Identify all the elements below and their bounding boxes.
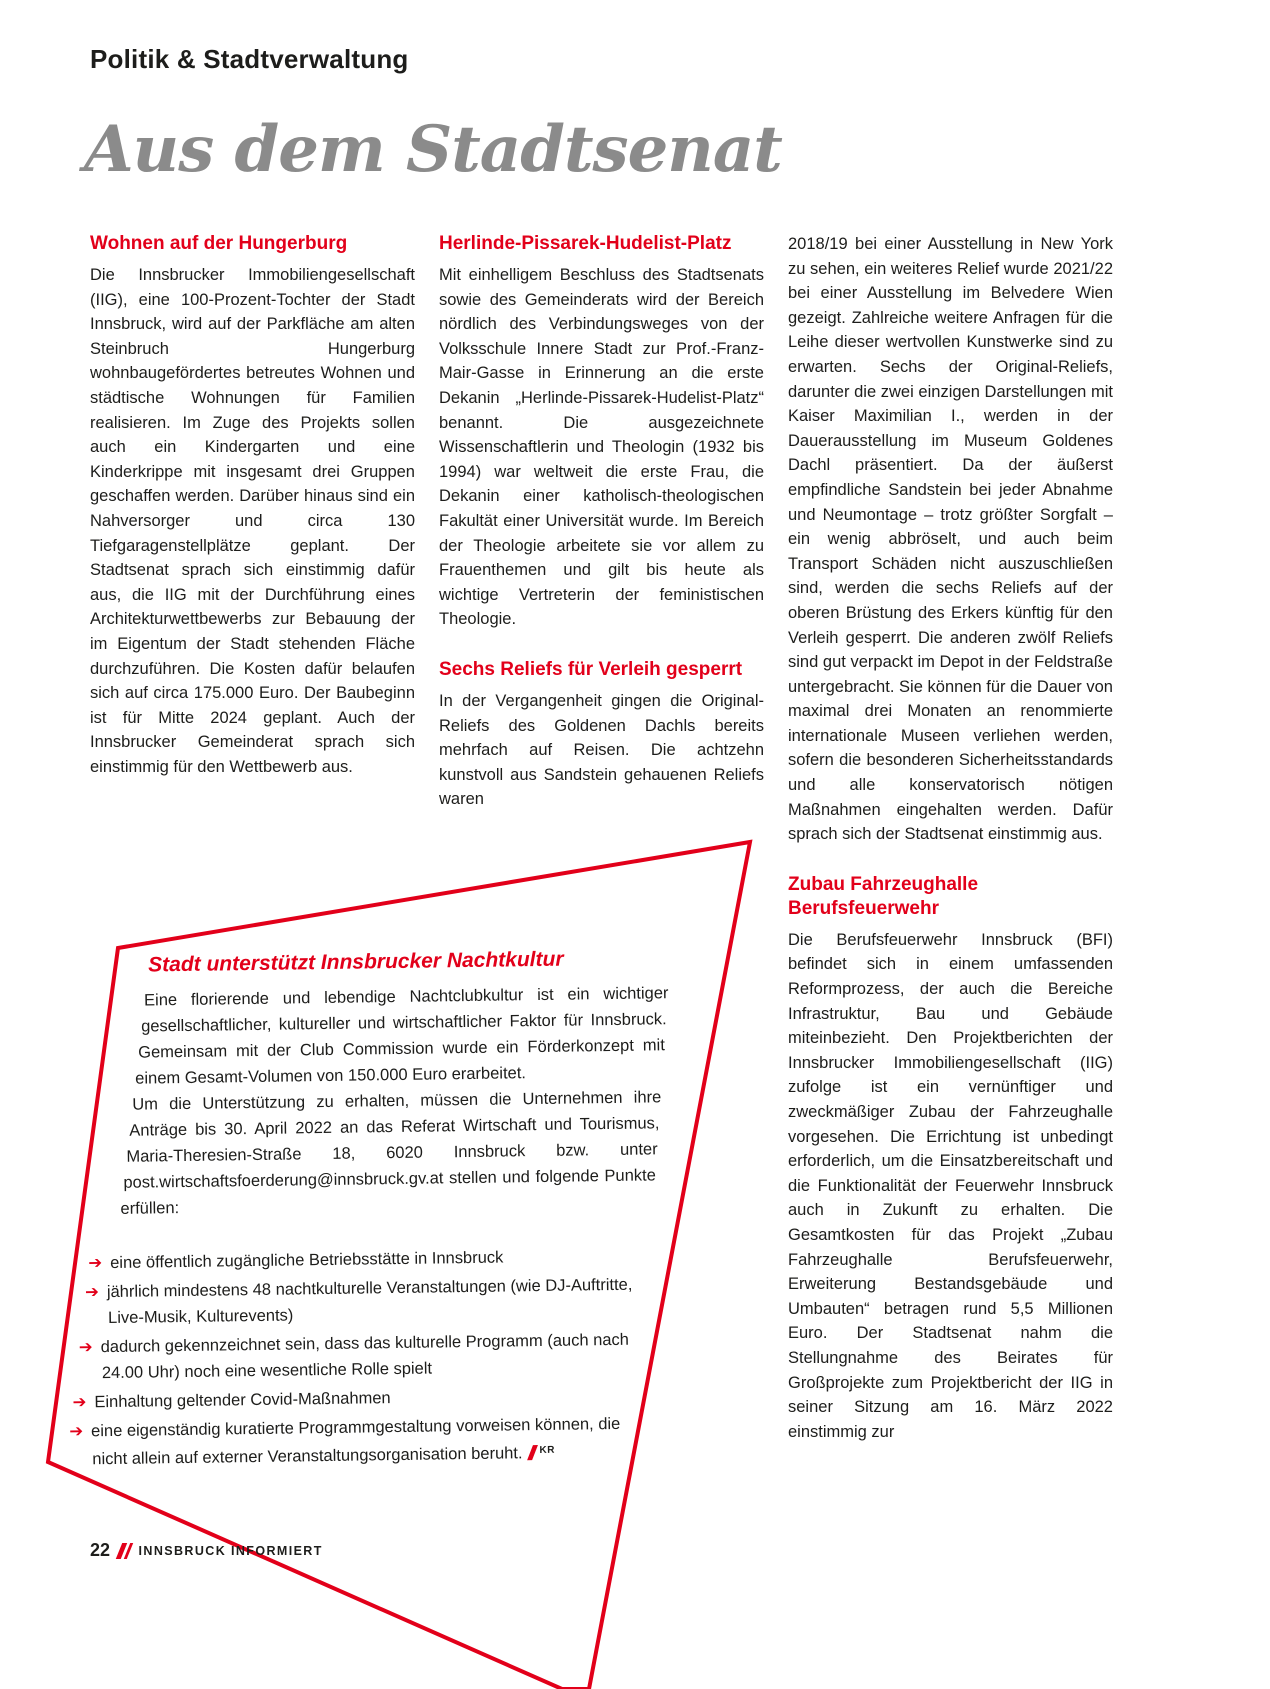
callout-paragraph-2: Um die Unterstützung zu erhalten, müssen die Unternehmen ihre Anträge bis 30. April 2022 an das Referat Wirtschaft und Tourismus, Maria-Theresien-Straße 18, 6020 Innsbruck bzw. unter post.wirtschaftsfoerderung@innsbruck.gv.at stellen und folgende Punkte erfüllen:	[120, 1088, 662, 1218]
callout-paragraph-1: Eine florierende und lebendige Nachtclubkultur ist ein wichtiger gesellschaftlicher, kultureller und wirtschaftlicher Faktor für Innsbruck. Gemeinsam mit der Club Commission wurde ein Förderkonzept mit einem Gesamt-Volumen von 150.000 Euro erarbeitet.	[135, 984, 669, 1088]
publication-name: INNSBRUCK INFORMIERT	[138, 1543, 323, 1558]
bullet-text: eine öffentlich zugängliche Betriebsstätte in Innsbruck	[110, 1248, 504, 1272]
page-title: Aus dem Stadtsenat	[84, 112, 782, 187]
page-footer	[90, 1540, 323, 1561]
bullet-text: dadurch gekennzeichnet sein, dass das kulturelle Programm (auch nach 24.00 Uhr) noch eine wesentliche Rolle spielt	[100, 1330, 630, 1383]
author-slash-icon	[528, 1445, 539, 1460]
list-item	[53, 1325, 744, 1387]
footer-slash-icon	[119, 1543, 130, 1559]
article-body-zubau: Die Berufsfeuerwehr Innsbruck (BFI) befindet sich in einem umfassenden Reformprozess, der auch die Bereiche Infrastruktur, Bau und Gebäude miteinbezieht. Den Projektberichten der Innsbrucker Immobiliengesellschaft (IIG) zufolge ist ein vernünftiger und zweckmäßiger Zubau der Fahrzeughalle vorgesehen. Die Errichtung ist unbedingt erforderlich, um die Einsatzbereitschaft und die Funktionalität der Feuerwehr Innsbruck auch in Zukunft zu erhalten. Die Gesamtkosten für das Projekt „Zubau Fahrzeughalle Berufsfeuerwehr, Erweiterung Bestandsgebäude und Umbauten“ betragen rund 5,5 Millionen Euro. Der Stadtsenat nahm die Stellungnahme des Beirates für Großprojekte zum Projektbericht der IIG in seiner Sitzung am 16. März 2022 einstimmig zur	[788, 930, 1113, 1441]
article-heading-wohnen: Wohnen auf der Hungerburg	[90, 233, 348, 254]
callout-heading: Stadt unterstützt Innsbrucker Nachtkultur	[148, 947, 564, 977]
column-3	[788, 232, 1113, 1444]
page-number: 22	[90, 1540, 111, 1560]
article-heading-reliefs: Sechs Reliefs für Verleih gesperrt	[439, 658, 743, 680]
arrow-bullet-icon: ➔	[72, 1393, 87, 1412]
article-heading-herlinde: Herlinde-Pissarek-Hudelist-Platz	[439, 233, 732, 254]
arrow-bullet-icon: ➔	[84, 1283, 100, 1302]
author-initials: KR	[539, 1444, 556, 1457]
callout-bullet-list	[52, 1241, 745, 1473]
article-body-reliefs-part1: In der Vergangenheit gingen die Original-Reliefs des Goldenen Dachls bereits mehrfach auf Reisen. Die achtzehn kunstvoll aus Sandstein gehauenen Reliefs waren	[439, 691, 764, 809]
arrow-bullet-icon: ➔	[69, 1422, 84, 1441]
list-item	[55, 1409, 746, 1473]
section-kicker: Politik & Stadtverwaltung	[90, 44, 409, 74]
bullet-text: Einhaltung geltender Covid-Maßnahmen	[94, 1389, 391, 1412]
list-item	[53, 1270, 744, 1332]
article-body-herlinde: Mit einhelligem Beschluss des Stadtsenats sowie des Gemeinderats wird der Bereich nördlich des Verbindungsweges von der Volksschule Innere Stadt zur Prof.-Franz-Mair-Gasse in Erinnerung an die erste Dekanin „Herlinde-Pissarek-Hudelist-Platz“ benannt. Die ausgezeichnete Wissenschaftlerin und Theologin (1932 bis 1994) war weltweit die erste Frau, die Dekanin einer katholisch-theologischen Fakultät einer Universität wurde. Im Bereich der Theologie arbeitete sie vor allem zu Frauenthemen und gilt bis heute als wichtige Vertreterin der feministischen Theologie.	[439, 266, 764, 629]
arrow-bullet-icon: ➔	[88, 1254, 103, 1273]
bullet-text: jährlich mindestens 48 nachtkulturelle Veranstaltungen (wie DJ-Auftritte, Live-Musik, Kulturevents)	[106, 1275, 633, 1328]
article-body-wohnen: Die Innsbrucker Immobiliengesellschaft (IIG), eine 100-Prozent-Tochter der Stadt Innsbruck, wird auf der Parkfläche am alten Steinbruch Hungerburg wohnbaugefördertes betreutes Wohnen und städtische Wohnungen für Familien realisieren. Im Zuge des Projekts sollen auch ein Kindergarten und eine Kinderkrippe mit insgesamt drei Gruppen geschaffen werden. Darüber hinaus sind ein Nahversorger und circa 130 Tiefgaragenstellplätze geplant. Der Stadtsenat sprach sich einstimmig dafür aus, die IIG mit der Durchführung eines Architekturwettbewerbs zur Bebauung der im Eigentum der Stadt stehenden Fläche durchzuführen. Die Kosten dafür belaufen sich auf circa 175.000 Euro. Der Baubeginn ist für Mitte 2024 geplant. Auch der Innsbrucker Gemeinderat sprach sich einstimmig für den Wettbewerb aus.	[90, 266, 415, 776]
bullet-text: eine eigenständig kuratierte Programmgestaltung vorweisen können, die nicht allein auf externer Veranstaltungsorganisation beruht.	[90, 1414, 621, 1469]
article-body-reliefs-part2: 2018/19 bei einer Ausstellung in New York zu sehen, ein weiteres Relief wurde 2021/22 bei einer Ausstellung im Belvedere Wien gezeigt. Zahlreiche weitere Anfragen für die Leihe dieser wertvollen Kunstwerke sind zu erwarten. Sechs der Original-Reliefs, darunter die zwei einzigen Darstellungen mit Kaiser Maximilian I., werden in der Dauerausstellung im Museum Goldenes Dachl präsentiert. Da der äußerst empfindliche Sandstein bei jeder Abnahme und Neumontage – trotz größter Sorgfalt – ein wenig abbröselt, und auch beim Transport Schäden nicht auszuschließen sind, werden die sechs Reliefs auf der oberen Brüstung des Erkers künftig für den Verleih gesperrt. Die anderen zwölf Reliefs sind gut verpackt im Depot in der Feldstraße untergebracht. Sie können für die Dauer von maximal drei Monaten an renommierte internationale Museen verliehen werden, sofern die besonderen Sicherheitsstandards und alle konservatorisch nötigen Maßnahmen eingehalten werden. Dafür sprach sich der Stadtsenat einstimmig aus.	[788, 235, 1113, 844]
arrow-bullet-icon: ➔	[78, 1338, 93, 1357]
article-heading-zubau: Zubau Fahrzeughalle Berufsfeuerwehr	[788, 873, 979, 919]
